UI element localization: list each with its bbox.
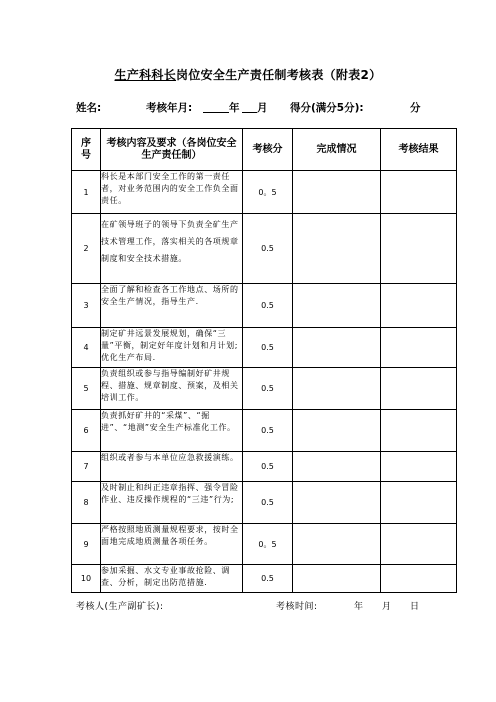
month-blank[interactable] bbox=[242, 101, 257, 113]
row-result-cell[interactable] bbox=[381, 524, 457, 565]
row-score: 0.5 bbox=[243, 214, 293, 284]
signature-line bbox=[76, 599, 456, 613]
row-seq: 2 bbox=[72, 214, 101, 284]
year-suffix: 年 bbox=[229, 102, 240, 114]
row-seq: 7 bbox=[72, 452, 101, 482]
header-status: 完成情况 bbox=[293, 129, 381, 171]
header-fields bbox=[76, 100, 456, 114]
row-status-cell[interactable] bbox=[293, 368, 381, 410]
row-seq: 4 bbox=[72, 328, 101, 368]
month-suffix: 月 bbox=[257, 102, 268, 114]
row-result-cell[interactable] bbox=[381, 452, 457, 482]
row-content: 全面了解和检查各工作地点、场所的安全生产情况，指导生产. bbox=[101, 284, 243, 328]
row-seq: 1 bbox=[72, 171, 101, 214]
row-seq: 8 bbox=[72, 482, 101, 524]
table-row bbox=[72, 284, 457, 328]
row-status-cell[interactable] bbox=[293, 284, 381, 328]
table-header-row bbox=[72, 129, 457, 171]
row-score: 0。5 bbox=[243, 171, 293, 214]
period-label: 考核年月: bbox=[146, 102, 193, 114]
row-status-cell[interactable] bbox=[293, 524, 381, 565]
department-name: 生产科科长 bbox=[114, 68, 177, 82]
assess-time-label: 考核时间: bbox=[276, 602, 318, 612]
row-seq: 3 bbox=[72, 284, 101, 328]
row-result-cell[interactable] bbox=[381, 328, 457, 368]
row-seq: 10 bbox=[72, 565, 101, 593]
assessment-table bbox=[71, 128, 457, 593]
row-status-cell[interactable] bbox=[293, 328, 381, 368]
table-row bbox=[72, 565, 457, 593]
row-status-cell[interactable] bbox=[293, 482, 381, 524]
row-content: 科长是本部门安全工作的第一责任者，对业务范围内的安全工作负全面责任。 bbox=[101, 171, 243, 214]
footer-month: 月 bbox=[382, 602, 392, 612]
table-row bbox=[72, 214, 457, 284]
row-result-cell[interactable] bbox=[381, 482, 457, 524]
year-blank[interactable] bbox=[203, 101, 229, 113]
row-content: 参加采掘、水文专业事故抢险、调查、分析，制定出防范措施. bbox=[101, 565, 243, 593]
row-status-cell[interactable] bbox=[293, 410, 381, 452]
header-seq: 序号 bbox=[72, 129, 101, 171]
row-seq: 5 bbox=[72, 368, 101, 410]
row-content: 在矿领导班子的领导下负责全矿生产技术管理工作，落实相关的各项规章制度和安全技术措施。 bbox=[101, 214, 243, 284]
row-score: 0。5 bbox=[243, 524, 293, 565]
row-status-cell[interactable] bbox=[293, 214, 381, 284]
score-unit: 分 bbox=[410, 102, 421, 114]
footer-year: 年 bbox=[354, 602, 364, 612]
row-result-cell[interactable] bbox=[381, 214, 457, 284]
row-seq: 9 bbox=[72, 524, 101, 565]
row-status-cell[interactable] bbox=[293, 452, 381, 482]
row-score: 0.5 bbox=[243, 452, 293, 482]
row-content: 组织或者参与本单位应急救援演练。 bbox=[101, 452, 243, 482]
row-score: 0.5 bbox=[243, 565, 293, 593]
title-text: 岗位安全生产责任制考核表（附表2） bbox=[176, 68, 382, 82]
table-row bbox=[72, 368, 457, 410]
row-status-cell[interactable] bbox=[293, 171, 381, 214]
row-content: 严格按照地质测量规程要求，按时全面地完成地质测量各项任务。 bbox=[101, 524, 243, 565]
row-score: 0.5 bbox=[243, 410, 293, 452]
table-row bbox=[72, 482, 457, 524]
row-result-cell[interactable] bbox=[381, 565, 457, 593]
row-result-cell[interactable] bbox=[381, 368, 457, 410]
table-row bbox=[72, 524, 457, 565]
row-content: 负责组织或参与指导编制好矿井规程、措施、规章制度、预案，及相关培训工作。 bbox=[101, 368, 243, 410]
row-score: 0.5 bbox=[243, 328, 293, 368]
row-result-cell[interactable] bbox=[381, 284, 457, 328]
row-score: 0.5 bbox=[243, 368, 293, 410]
row-content: 及时制止和纠正违章指挥、强令冒险作业、违反操作规程的“三违”行为; bbox=[101, 482, 243, 524]
row-score: 0.5 bbox=[243, 284, 293, 328]
name-label: 姓名: bbox=[76, 102, 102, 114]
table-row bbox=[72, 171, 457, 214]
row-content: 负责抓好矿井的“采煤”、“掘进”、“地测”安全生产标准化工作。 bbox=[101, 410, 243, 452]
table-row bbox=[72, 410, 457, 452]
table-row bbox=[72, 328, 457, 368]
table-row bbox=[72, 452, 457, 482]
score-label: 得分(满分5分): bbox=[290, 102, 364, 114]
footer-day: 日 bbox=[410, 602, 420, 612]
header-score: 考核分 bbox=[243, 129, 293, 171]
row-result-cell[interactable] bbox=[381, 171, 457, 214]
row-result-cell[interactable] bbox=[381, 410, 457, 452]
row-content: 制定矿井远景发展规划，确保“三量”平衡，制定好年度计划和月计划;优化生产布局. bbox=[101, 328, 243, 368]
form-title bbox=[0, 66, 496, 83]
row-status-cell[interactable] bbox=[293, 565, 381, 593]
row-seq: 6 bbox=[72, 410, 101, 452]
header-content: 考核内容及要求（各岗位安全生产责任制） bbox=[101, 129, 243, 171]
header-result: 考核结果 bbox=[381, 129, 457, 171]
row-score: 0.5 bbox=[243, 482, 293, 524]
assessor-label: 考核人(生产副矿长): bbox=[76, 602, 164, 612]
